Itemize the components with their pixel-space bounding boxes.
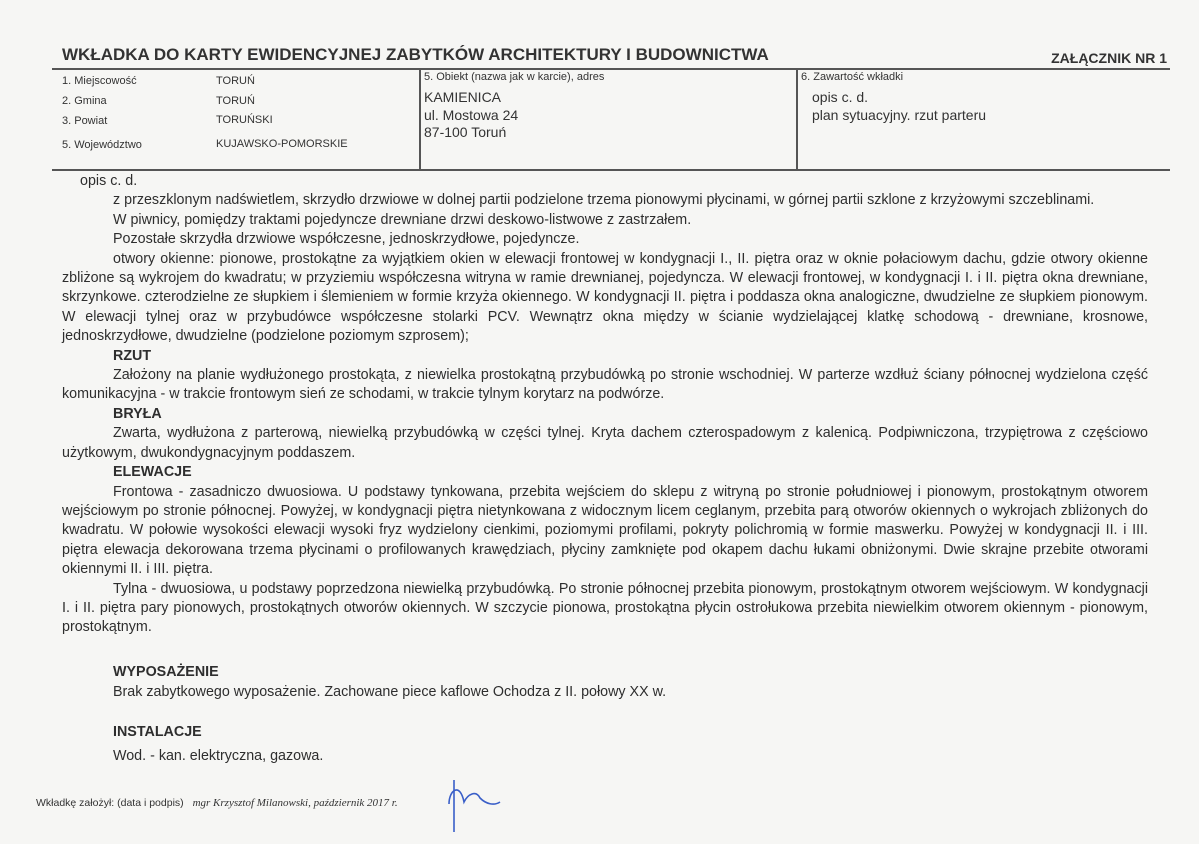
heading-instalacje: INSTALACJE — [113, 724, 202, 741]
description-body — [62, 172, 1148, 766]
divider-col3 — [796, 69, 798, 170]
paragraph-basement-doors: W piwnicy, pomiędzy traktami pojedyncze drewniane drzwi deskowo-listwowe z zastrzałem. — [113, 211, 692, 228]
divider-top — [52, 68, 1170, 70]
field-value-locality: TORUŃ — [216, 75, 255, 87]
field-value-voivodeship: KUJAWSKO-POMORSKIE — [216, 138, 348, 150]
field-label-locality: 1. Miejscowość — [62, 75, 137, 87]
paragraph-instalacje: Wod. - kan. elektryczna, gazowa. — [113, 747, 324, 764]
paragraph-doors: z przeszklonym nadświetlem, skrzydło drzwiowe w dolnej partii podzielone trzema pionowymi płycinami, w górnej partii szklone z krzyżowymi szczeblinami. — [113, 192, 1095, 209]
contents-line-1: opis c. d. — [812, 89, 869, 105]
object-name: KAMIENICA — [424, 89, 502, 105]
paragraph-rear-elevation: Tylna - dwuosiowa, u podstawy poprzedzona niewielką przybudówką. Po stronie północnej przebita pionowym, prostokątnym otworem wejściowym. W kondygnacji I. i II. piętra pary pionowych, prostokątnych otworów okiennych. W szczycie pionowa, prostokątna płycin ostrołukowa przebita niewielkim otworem okiennym - pionowym, prostokątnym. — [62, 580, 1148, 636]
paragraph-bryla: Zwarta, wydłużona z parterową, niewielką przybudówką w części tylnej. Kryta dachem czterospadowym z kalenicą. Podpiwniczona, trzypiętrowa z częściowo użytkowym, dwukondygnacyjnym poddaszem. — [62, 425, 1148, 461]
heading-bryla: BRYŁA — [113, 405, 162, 422]
object-street: ul. Mostowa 24 — [424, 107, 519, 123]
paragraph-front-elevation: Frontowa - zasadniczo dwuosiowa. U podstawy tynkowana, przebita wejściem do sklepu z witryną po stronie południowej i pionowym, prostokątnym otworem wejściowym po stronie północnej. Powyżej, w kondygnacji piętra nietynkowana z widocznym licem ceglanym, przebita parą otworów okiennych o wykrojach zbliżonych do kwadratu. W połowie wysokości elewacji wysoki fryz wydzielony cienkimi, poziomymi profilami, pokryty polichromią w formie maswerku. Powyżej w kondygnacji II. i III. piętra elewacja dekorowana trzema płycinami o profilowanych krawędziach, płyciny zamknięte pod okapem dachu łukami obniżonymi. Dwie skrajne przebite otworami okiennymi II. i III. piętra. — [62, 483, 1148, 578]
contents-label: 6. Zawartość wkładki — [801, 71, 904, 83]
object-city: 87-100 Toruń — [424, 124, 507, 140]
object-label: 5. Obiekt (nazwa jak w karcie), adres — [424, 71, 605, 83]
paragraph-other-doors: Pozostałe skrzydła drzwiowe współczesne, jednoskrzydłowe, pojedyncze. — [113, 231, 580, 248]
heading-wyposazenie: WYPOSAŻENIE — [113, 664, 219, 681]
annex-number: ZAŁĄCZNIK NR 1 — [1051, 50, 1167, 66]
paragraph-windows: otwory okienne: pionowe, prostokątne za wyjątkiem okien w elewacji frontowej w kondygnacji I., II. piętra oraz w oknie połaciowym dachu, gdzie otwory okienne zbliżone są wykrojem do kwadratu; w przyziemiu współczesna witryna w ramie drewnianej, pojedyncza. W elewacji frontowej, w kondygnacji I. i II. piętra okna drewniane, skrzynkowe. czterodzielne ze słupkiem i ślemieniem w formie krzyża okiennego. W kondygnacji II. piętra i poddasza okna analogiczne, dwudzielne ze słupkiem pionowym. W elewacji tylnej oraz w przybudówce współczesne stolarki PCV. Wewnątrz okna między w ścianie wydzielającej klatkę schodową - drewniane, krosnowe, jednoskrzydłowe, dwudzielne (podzielone poziomym szprosem); — [62, 250, 1148, 345]
field-value-county: TORUŃSKI — [216, 114, 273, 126]
continuation-label: opis c. d. — [80, 173, 138, 189]
footer-author: mgr Krzysztof Milanowski, październik 2017 r. — [192, 797, 398, 809]
field-value-commune: TORUŃ — [216, 95, 255, 107]
paragraph-rzut: Założony na planie wydłużonego prostokąta, z niewielka prostokątną przybudówką po stronie wschodniej. W parterze wzdłuż ściany północnej wydzielona część komunikacyjna - w trakcie frontowym sień ze schodami, w trakcie tylnym korytarz na podwórze. — [62, 367, 1148, 403]
document-title: WKŁADKA DO KARTY EWIDENCYJNEJ ZABYTKÓW ARCHITEKTURY I BUDOWNICTWA — [62, 45, 769, 64]
divider-bottom — [52, 169, 1170, 171]
divider-col2 — [419, 69, 421, 170]
paragraph-wyposazenie: Brak zabytkowego wyposażenie. Zachowane piece kaflowe Ochodza z II. połowy XX w. — [113, 683, 667, 700]
footer — [36, 797, 398, 809]
heading-rzut: RZUT — [113, 347, 152, 364]
field-label-commune: 2. Gmina — [62, 95, 107, 107]
field-label-county: 3. Powiat — [62, 115, 108, 127]
heading-elewacje: ELEWACJE — [113, 464, 192, 481]
contents-line-2: plan sytuacyjny. rzut parteru — [812, 107, 987, 123]
footer-label: Wkładkę założył: (data i podpis) — [36, 797, 184, 809]
field-label-voivodeship: 5. Województwo — [62, 139, 142, 151]
signature-icon — [444, 772, 534, 837]
